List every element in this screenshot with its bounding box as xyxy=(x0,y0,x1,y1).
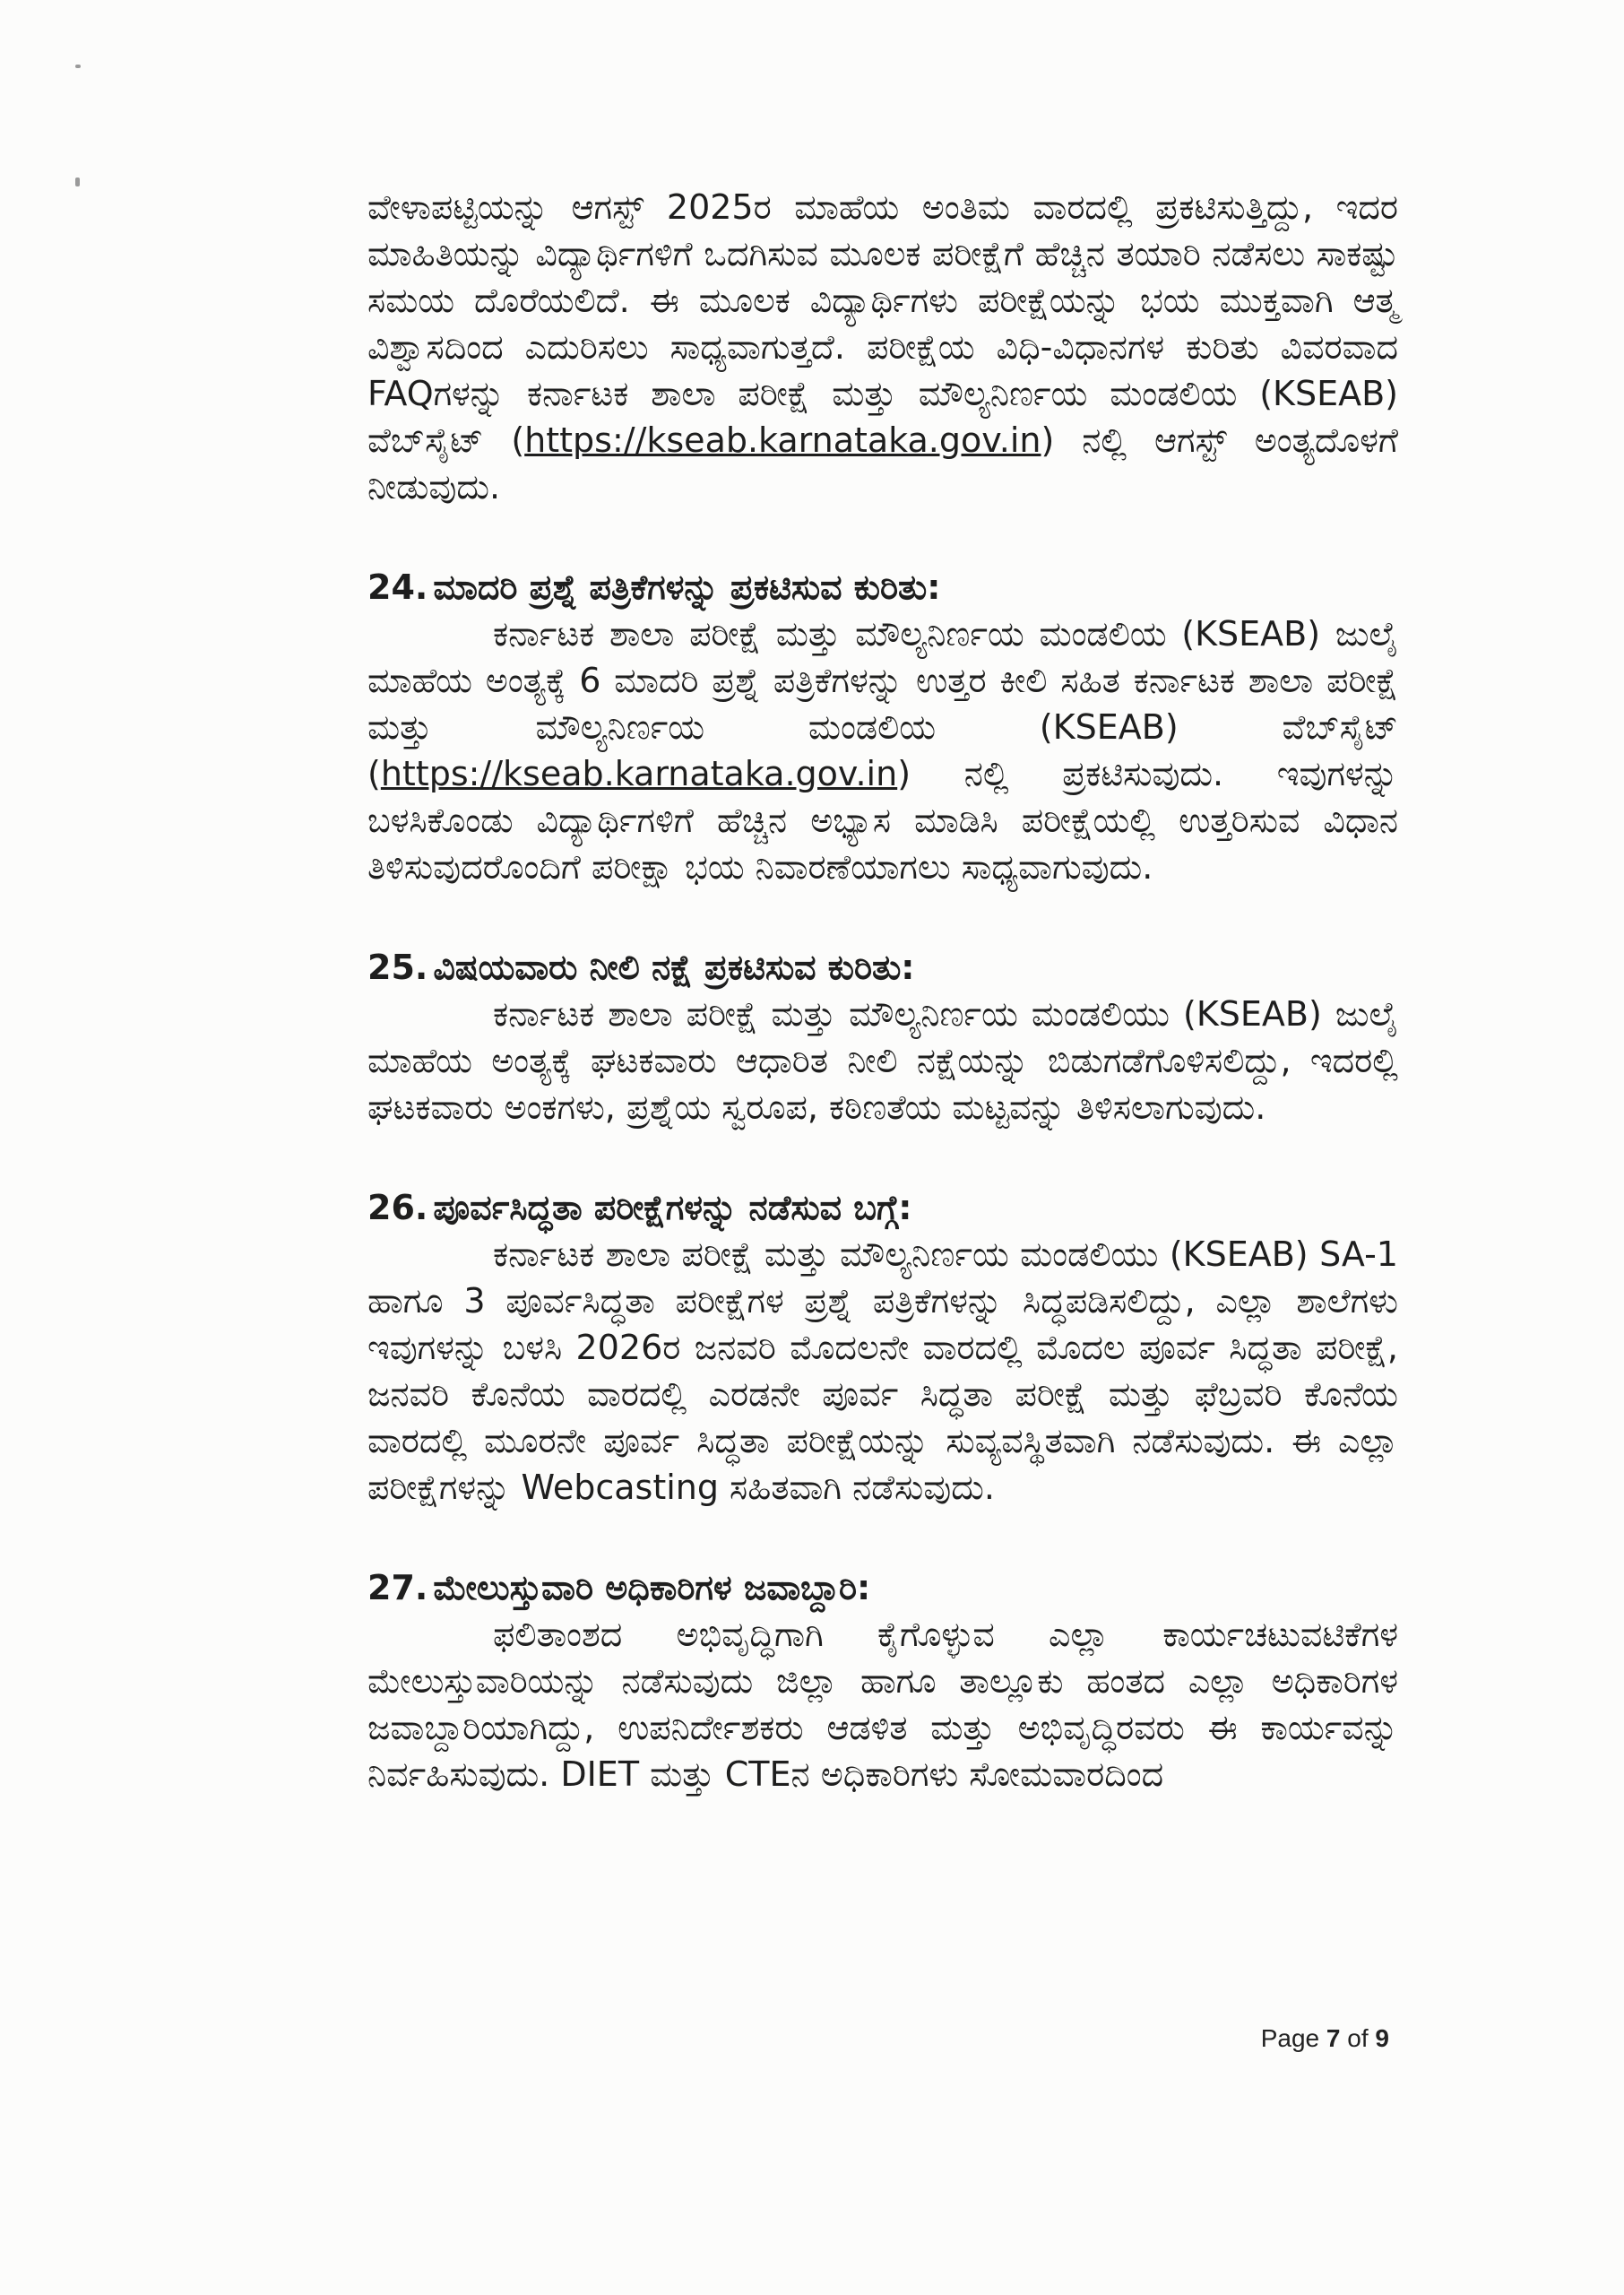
section-body-text: ಕರ್ನಾಟಕ ಶಾಲಾ ಪರೀಕ್ಷೆ ಮತ್ತು ಮೌಲ್ಯನಿರ್ಣಯ ಮಂಡಲಿಯ (KSEAB) ಜುಲೈ ಮಾಹೆಯ ಅಂತ್ಯಕ್ಕೆ 6 ಮಾದರಿ ಪ್ರಶ್ನೆ ಪತ್ರಿಕೆಗಳನ್ನು ಉತ್ತರ ಕೀಲಿ ಸಹಿತ ಕರ್ನಾಟಕ ಶಾಲಾ ಪರೀಕ್ಷೆ ಮತ್ತು ಮೌಲ್ಯನಿರ್ಣಯ ಮಂಡಲಿಯ (KSEAB) ವೆಬ್‌ಸೈಟ್ ( xyxy=(367,614,1398,793)
page-number xyxy=(1261,2024,1389,2053)
total-pages: 9 xyxy=(1375,2024,1389,2052)
section-heading xyxy=(367,564,1398,611)
section-number: 24. xyxy=(367,567,428,607)
section-title: ಮೇಲುಸ್ತುವಾರಿ ಅಧಿಕಾರಿಗಳ ಜವಾಬ್ದಾರಿ: xyxy=(433,1568,871,1607)
intro-text-end: ) ನಲ್ಲಿ ಆಗಸ್ಟ್ ಅಂತ್ಯದೊಳಗೆ ನೀಡುವುದು. xyxy=(367,420,1398,507)
current-page: 7 xyxy=(1326,2024,1341,2052)
section-number: 26. xyxy=(367,1188,428,1227)
document-content xyxy=(367,184,1398,1797)
section-heading xyxy=(367,1564,1398,1611)
section-body: ಫಲಿತಾಂಶದ ಅಭಿವೃದ್ಧಿಗಾಗಿ ಕೈಗೊಳ್ಳುವ ಎಲ್ಲಾ ಕಾರ್ಯಚಟುವಟಿಕೆಗಳ ಮೇಲುಸ್ತುವಾರಿಯನ್ನು ನಡೆಸುವುದು ಜಿಲ್ಲಾ ಹಾಗೂ ತಾಲ್ಲೂಕು ಹಂತದ ಎಲ್ಲಾ ಅಧಿಕಾರಿಗಳ ಜವಾಬ್ದಾರಿಯಾಗಿದ್ದು, ಉಪನಿರ್ದೇಶಕರು ಆಡಳಿತ ಮತ್ತು ಅಭಿವೃದ್ಧಿರವರು ಈ ಕಾರ್ಯವನ್ನು ನಿರ್ವಹಿಸುವುದು. DIET ಮತ್ತು CTEನ ಅಧಿಕಾರಿಗಳು ಸೋಮವಾರದಿಂದ xyxy=(367,1615,1398,1794)
kseab-link[interactable]: https://kseab.karnataka.gov.in xyxy=(524,420,1041,460)
section-24 xyxy=(367,564,1398,890)
page-label: Page xyxy=(1260,2024,1320,2052)
section-number: 25. xyxy=(367,948,428,987)
section-title: ವಿಷಯವಾರು ನೀಲಿ ನಕ್ಷೆ ಪ್ರಕಟಿಸುವ ಕುರಿತು: xyxy=(433,948,915,987)
section-25 xyxy=(367,944,1398,1130)
section-title: ಮಾದರಿ ಪ್ರಶ್ನೆ ಪತ್ರಿಕೆಗಳನ್ನು ಪ್ರಕಟಿಸುವ ಕುರಿತು: xyxy=(433,567,941,607)
page-separator: of xyxy=(1347,2024,1369,2052)
intro-paragraph xyxy=(367,184,1398,510)
section-number: 27. xyxy=(367,1568,428,1607)
section-26 xyxy=(367,1184,1398,1511)
scan-mark xyxy=(75,65,81,68)
section-27 xyxy=(367,1564,1398,1797)
kseab-link[interactable]: https://kseab.karnataka.gov.in xyxy=(380,754,898,793)
section-heading xyxy=(367,1184,1398,1231)
section-body-text-end: ) ನಲ್ಲಿ ಪ್ರಕಟಿಸುವುದು. ಇವುಗಳನ್ನು ಬಳಸಿಕೊಂಡು ವಿದ್ಯಾರ್ಥಿಗಳಿಗೆ ಹೆಚ್ಚಿನ ಅಭ್ಯಾಸ ಮಾಡಿಸಿ ಪರೀಕ್ಷೆಯಲ್ಲಿ ಉತ್ತರಿಸುವ ವಿಧಾನ ತಿಳಿಸುವುದರೊಂದಿಗೆ ಪರೀಕ್ಷಾ ಭಯ ನಿವಾರಣೆಯಾಗಲು ಸಾಧ್ಯವಾಗುವುದು. xyxy=(367,754,1398,887)
section-body xyxy=(367,611,1398,890)
intro-text: ವೇಳಾಪಟ್ಟಿಯನ್ನು ಆಗಸ್ಟ್ 2025ರ ಮಾಹೆಯ ಅಂತಿಮ ವಾರದಲ್ಲಿ ಪ್ರಕಟಿಸುತ್ತಿದ್ದು, ಇದರ ಮಾಹಿತಿಯನ್ನು ವಿದ್ಯಾರ್ಥಿಗಳಿಗೆ ಒದಗಿಸುವ ಮೂಲಕ ಪರೀಕ್ಷೆಗೆ ಹೆಚ್ಚಿನ ತಯಾರಿ ನಡೆಸಲು ಸಾಕಷ್ಟು ಸಮಯ ದೊರೆಯಲಿದೆ. ಈ ಮೂಲಕ ವಿದ್ಯಾರ್ಥಿಗಳು ಪರೀಕ್ಷೆಯನ್ನು ಭಯ ಮುಕ್ತವಾಗಿ ಆತ್ಮ ವಿಶ್ವಾಸದಿಂದ ಎದುರಿಸಲು ಸಾಧ್ಯವಾಗುತ್ತದೆ. ಪರೀಕ್ಷೆಯ ವಿಧಿ-ವಿಧಾನಗಳ ಕುರಿತು ವಿವರವಾದ FAQಗಳನ್ನು ಕರ್ನಾಟಕ ಶಾಲಾ ಪರೀಕ್ಷೆ ಮತ್ತು ಮೌಲ್ಯನಿರ್ಣಯ ಮಂಡಲಿಯ (KSEAB) ವೆಬ್‌ಸೈಟ್ ( xyxy=(367,187,1398,460)
section-heading xyxy=(367,944,1398,991)
section-body: ಕರ್ನಾಟಕ ಶಾಲಾ ಪರೀಕ್ಷೆ ಮತ್ತು ಮೌಲ್ಯನಿರ್ಣಯ ಮಂಡಲಿಯು (KSEAB) SA-1 ಹಾಗೂ 3 ಪೂರ್ವಸಿದ್ಧತಾ ಪರೀಕ್ಷೆಗಳ ಪ್ರಶ್ನೆ ಪತ್ರಿಕೆಗಳನ್ನು ಸಿದ್ಧಪಡಿಸಲಿದ್ದು, ಎಲ್ಲಾ ಶಾಲೆಗಳು ಇವುಗಳನ್ನು ಬಳಸಿ 2026ರ ಜನವರಿ ಮೊದಲನೇ ವಾರದಲ್ಲಿ ಮೊದಲ ಪೂರ್ವ ಸಿದ್ಧತಾ ಪರೀಕ್ಷೆ, ಜನವರಿ ಕೊನೆಯ ವಾರದಲ್ಲಿ ಎರಡನೇ ಪೂರ್ವ ಸಿದ್ಧತಾ ಪರೀಕ್ಷೆ ಮತ್ತು ಫೆಬ್ರವರಿ ಕೊನೆಯ ವಾರದಲ್ಲಿ ಮೂರನೇ ಪೂರ್ವ ಸಿದ್ಧತಾ ಪರೀಕ್ಷೆಯನ್ನು ಸುವ್ಯವಸ್ಥಿತವಾಗಿ ನಡೆಸುವುದು. ಈ ಎಲ್ಲಾ ಪರೀಕ್ಷೆಗಳನ್ನು Webcasting ಸಹಿತವಾಗಿ ನಡೆಸುವುದು. xyxy=(367,1234,1398,1507)
section-body: ಕರ್ನಾಟಕ ಶಾಲಾ ಪರೀಕ್ಷೆ ಮತ್ತು ಮೌಲ್ಯನಿರ್ಣಯ ಮಂಡಲಿಯು (KSEAB) ಜುಲೈ ಮಾಹೆಯ ಅಂತ್ಯಕ್ಕೆ ಘಟಕವಾರು ಆಧಾರಿತ ನೀಲಿ ನಕ್ಷೆಯನ್ನು ಬಿಡುಗಡೆಗೊಳಿಸಲಿದ್ದು, ಇದರಲ್ಲಿ ಘಟಕವಾರು ಅಂಕಗಳು, ಪ್ರಶ್ನೆಯ ಸ್ವರೂಪ, ಕಠಿಣತೆಯ ಮಟ್ಟವನ್ನು ತಿಳಿಸಲಾಗುವುದು. xyxy=(367,994,1398,1127)
section-title: ಪೂರ್ವಸಿದ್ಧತಾ ಪರೀಕ್ಷೆಗಳನ್ನು ನಡೆಸುವ ಬಗ್ಗೆ: xyxy=(433,1188,912,1227)
scan-mark xyxy=(75,178,80,186)
